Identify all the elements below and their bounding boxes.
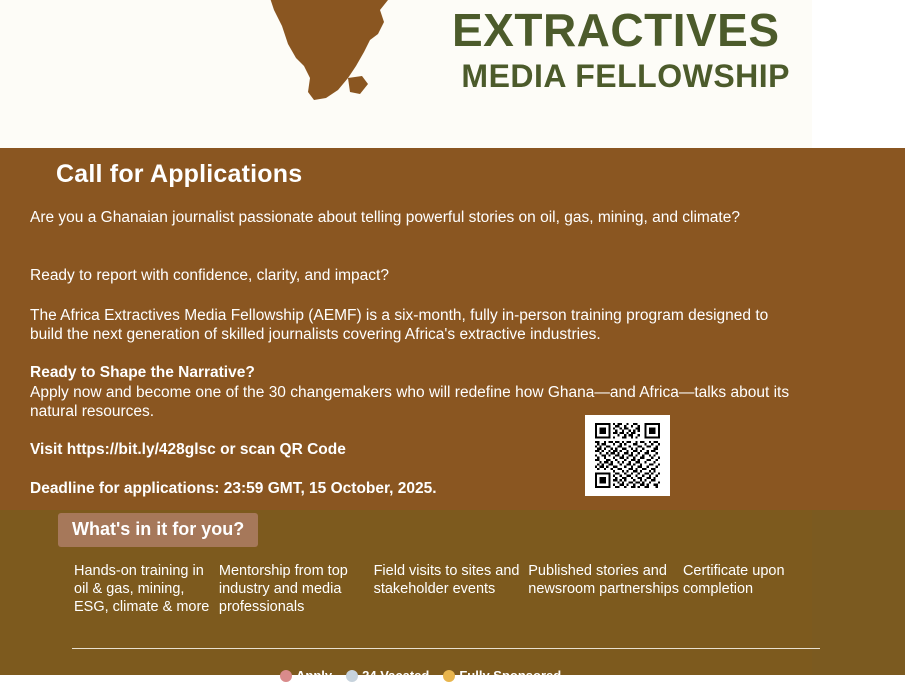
header-background [0, 0, 812, 148]
page-title: Call for Applications [56, 160, 303, 188]
footer-item-sponsored [443, 668, 561, 683]
benefits-divider [72, 648, 820, 649]
africa-map-icon [252, 0, 430, 110]
logo-line-media-fellowship: MEDIA FELLOWSHIP [461, 58, 790, 94]
visit-link-line[interactable]: Visit https://bit.ly/428glsc or scan QR Code [30, 441, 346, 458]
cta-body: Apply now and become one of the 30 changemakers who will redefine how Ghana—and Africa—talks about its natural resources. [30, 384, 790, 420]
footer-item-label: 24 Vacated [362, 668, 430, 683]
cta-heading: Ready to Shape the Narrative? [30, 364, 255, 381]
footer-item-vacated [346, 668, 429, 683]
footer-item-apply [280, 668, 332, 683]
vacated-dot-icon [346, 670, 358, 682]
footer-highlights [280, 668, 561, 683]
benefits-background [0, 510, 812, 675]
footer-item-label: Apply [296, 668, 333, 683]
list-item: Hands-on training in oil & gas, mining, ESG, climate & more [74, 563, 210, 615]
list-item: Certificate upon completion [682, 563, 785, 597]
list-item: Published stories and newsroom partnerships [528, 563, 679, 597]
list-item: Field visits to sites and stakeholder events [373, 563, 520, 597]
apply-dot-icon [280, 670, 292, 682]
qr-code-image [593, 423, 662, 488]
deadline-line: Deadline for applications: 23:59 GMT, 15 October, 2025. [30, 480, 437, 497]
footer-item-label: Fully Sponsored [459, 668, 562, 683]
benefits-band [0, 510, 905, 675]
logo-wordmark [452, 4, 812, 96]
sponsored-dot-icon [443, 670, 455, 682]
benefits-badge: What's in it for you? [58, 513, 258, 547]
qr-code[interactable] [585, 415, 670, 496]
logo-line-extractives: EXTRACTIVES [452, 4, 780, 56]
header-band [0, 0, 905, 148]
intro-paragraph-2: Ready to report with confidence, clarity, and impact? [30, 267, 389, 284]
intro-paragraph-1: Are you a Ghanaian journalist passionate about telling powerful stories on oil, gas, mining, and climate? [30, 209, 740, 226]
list-item: Mentorship from top industry and media professionals [218, 563, 348, 615]
main-content-band [0, 148, 905, 510]
benefits-list [70, 562, 820, 616]
program-description: The Africa Extractives Media Fellowship (AEMF) is a six-month, fully in-person training program designed to build the next generation of skilled journalists covering Africa's extractive industries. [30, 307, 769, 343]
